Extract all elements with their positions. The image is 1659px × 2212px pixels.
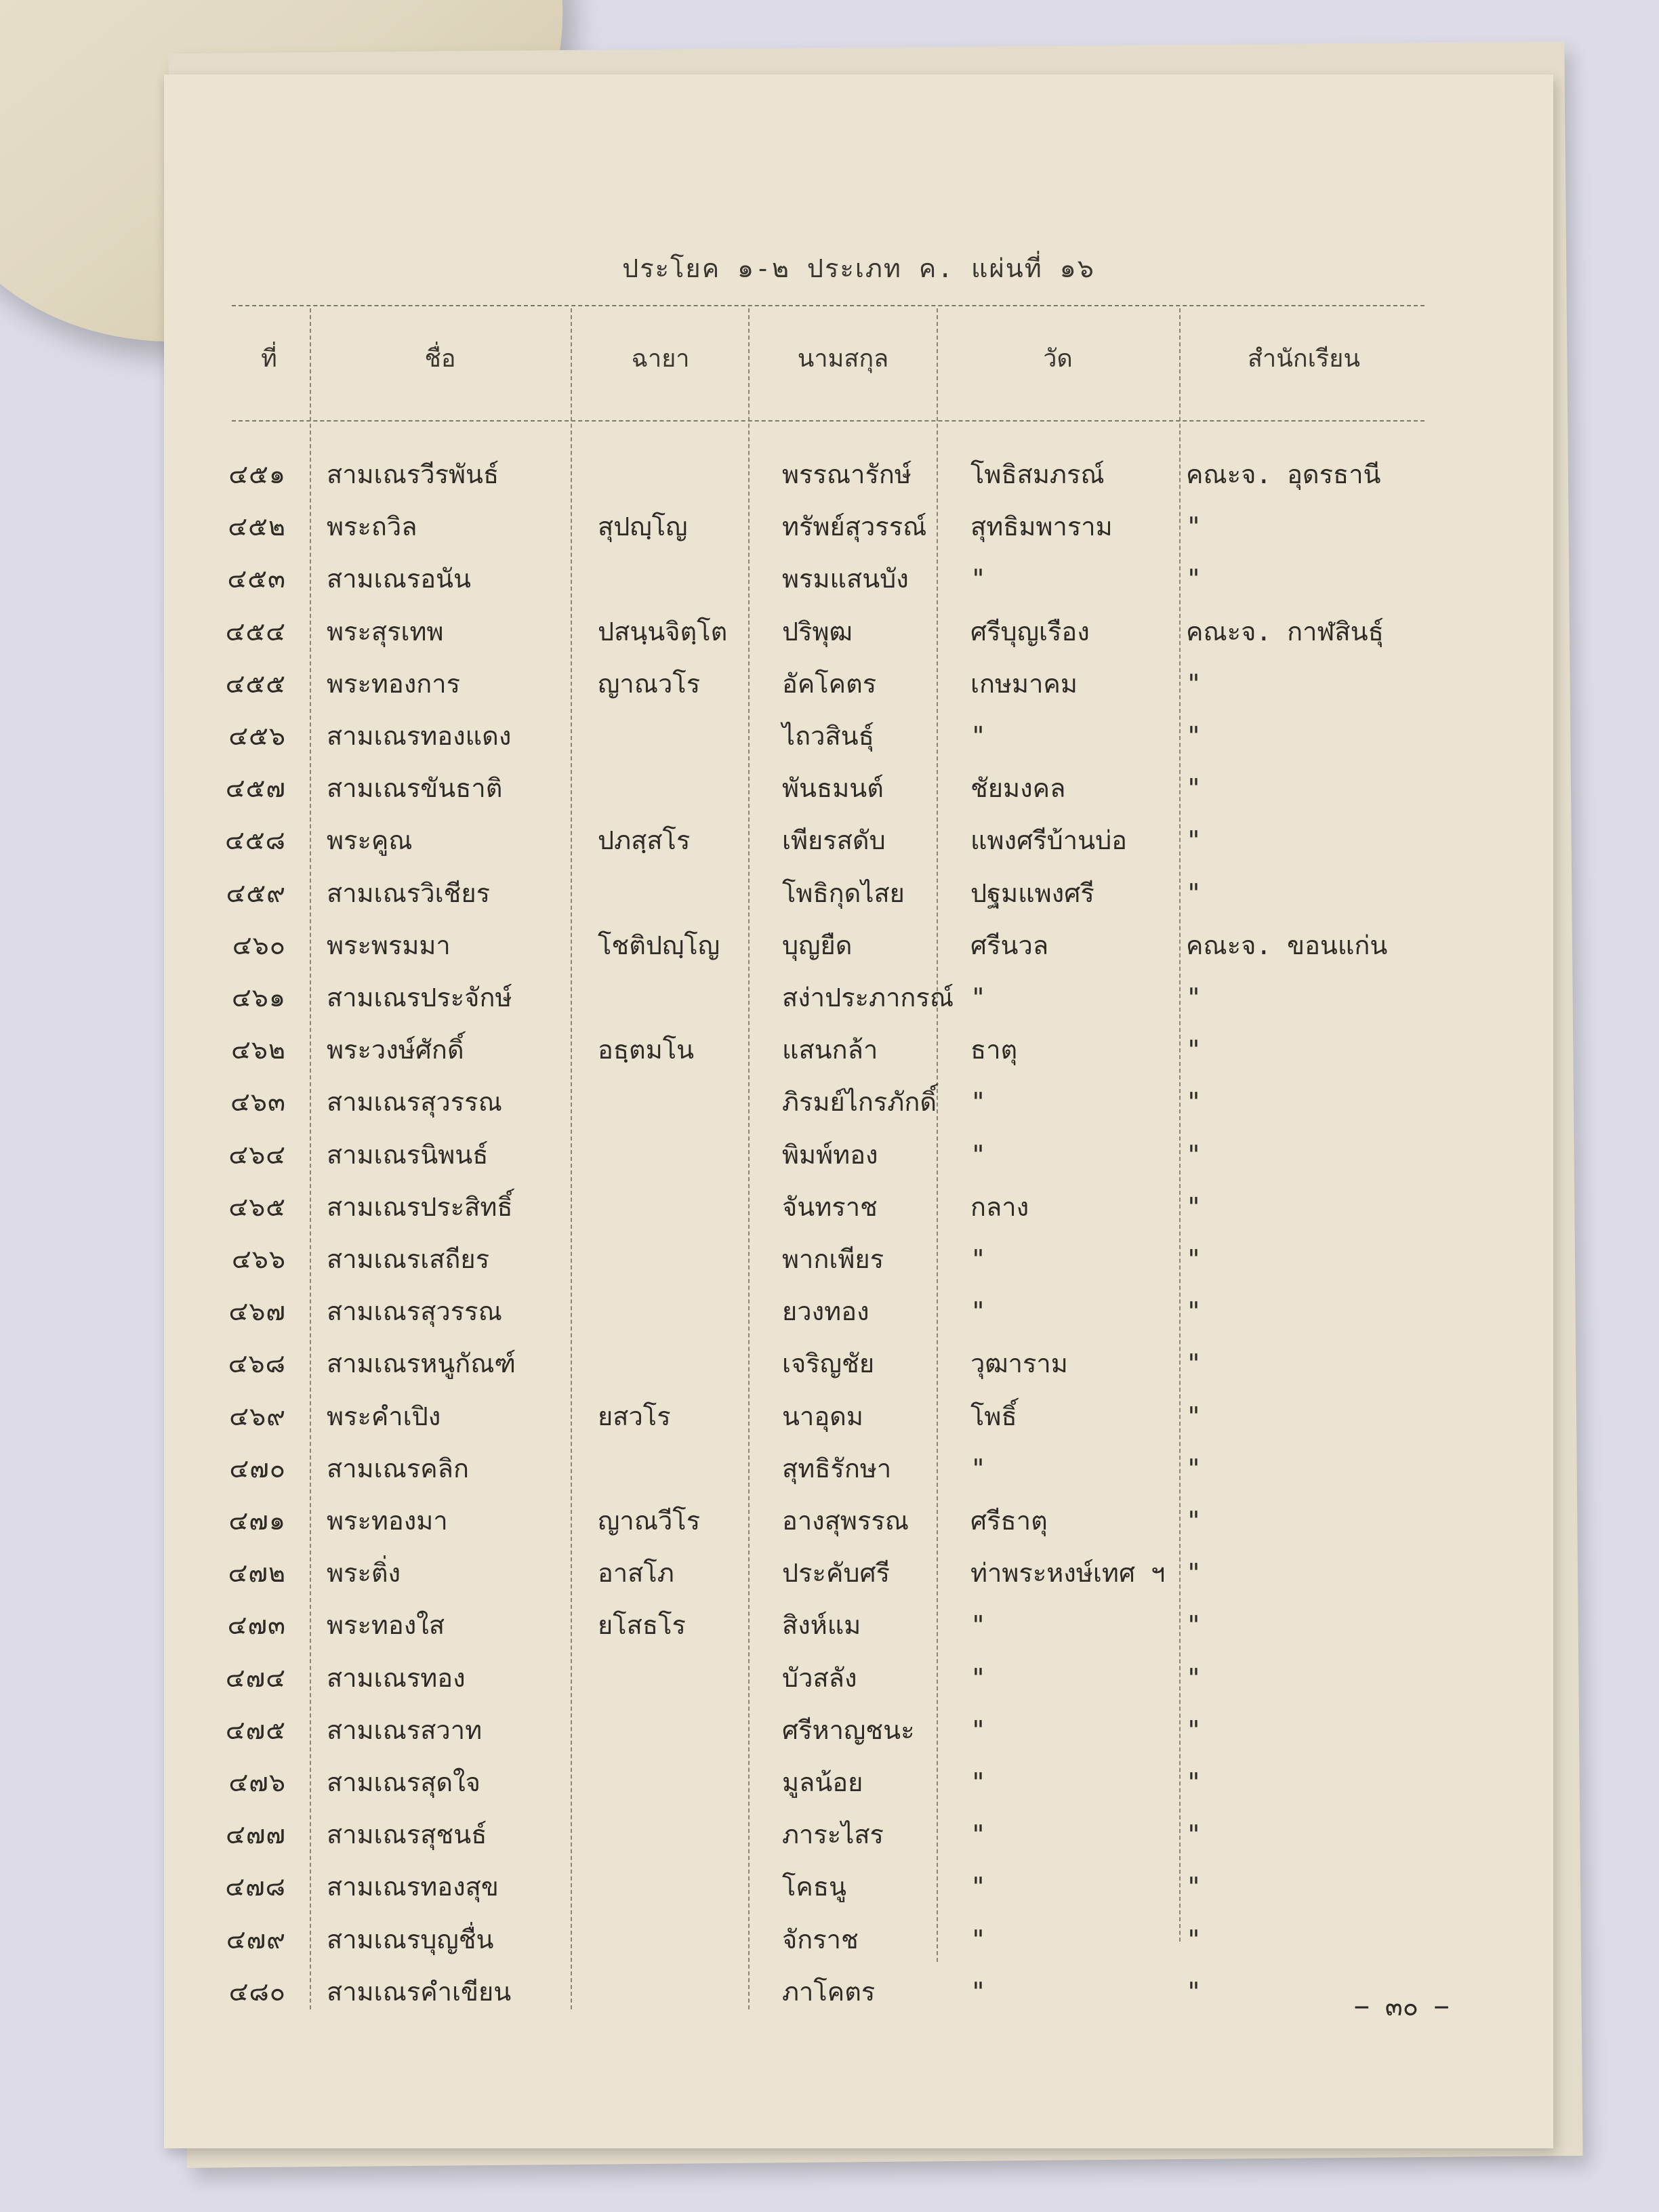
row-temple: " [970, 1139, 986, 1170]
row-temple: " [970, 1662, 986, 1693]
row-school: " [1186, 512, 1202, 542]
row-school: คณะจ. กาฬสินธุ์ [1186, 616, 1384, 647]
row-school: " [1186, 1662, 1202, 1693]
table-row [164, 1235, 1553, 1283]
table-row [164, 1863, 1553, 1910]
row-temple: โพธิ์ [970, 1401, 1017, 1431]
row-school: คณะจ. อุดรธานี [1186, 459, 1381, 489]
row-temple: ปฐมแพงศรี [970, 878, 1094, 908]
row-surname: พรรณารักษ์ [782, 459, 912, 489]
row-school: " [1186, 1924, 1202, 1954]
row-surname: ภาโคตร [782, 1976, 876, 2007]
row-name: สามเณรบุญชื่น [327, 1924, 494, 1954]
row-temple: " [970, 1610, 986, 1641]
row-name: สามเณรเสถียร [327, 1244, 490, 1274]
row-number: ๔๕๖ [228, 721, 286, 751]
table-row [164, 1445, 1553, 1492]
row-number: ๔๕๘ [225, 825, 286, 856]
row-number: ๔๕๑ [228, 459, 286, 489]
table-row [164, 1916, 1553, 1963]
table-row [164, 555, 1553, 602]
table-row [164, 1654, 1553, 1702]
table-row [164, 1968, 1553, 2015]
row-monastic-title: ยโสธโร [598, 1610, 686, 1641]
row-temple: เกษมาคม [970, 668, 1078, 699]
row-name: สามเณรนิพนธ์ [327, 1139, 489, 1170]
row-name: พระทองมา [327, 1506, 448, 1536]
row-name: สามเณรหนูกัณฑ์ [327, 1349, 516, 1379]
row-school: " [1186, 668, 1202, 699]
row-school: " [1186, 1767, 1202, 1797]
row-number: ๔๖๑ [231, 983, 286, 1012]
page-number: − ๓๐ − [1354, 1992, 1450, 2022]
table-row [164, 1078, 1553, 1126]
row-temple: " [970, 1715, 986, 1745]
row-name: พระทองใส [327, 1610, 445, 1641]
row-number: ๔๗๓ [227, 1610, 286, 1641]
row-school: " [1186, 1715, 1202, 1745]
table-row [164, 922, 1553, 969]
row-name: พระพรมมา [327, 930, 451, 960]
row-surname: พรมแสนบัง [782, 564, 909, 594]
row-name: พระถวิล [327, 512, 417, 542]
row-number: ๔๕๗ [225, 773, 286, 804]
header-surname: นามสกุล [797, 345, 889, 373]
row-school: " [1186, 1139, 1202, 1170]
row-school: " [1186, 1035, 1202, 1065]
row-number: ๔๖๕ [228, 1191, 286, 1222]
row-surname: ปริพุฒ [782, 616, 853, 647]
table-row [164, 1497, 1553, 1544]
row-monastic-title: ญาณวโร [598, 668, 701, 699]
row-surname: ทรัพย์สุวรรณ์ [782, 512, 927, 542]
row-school: " [1186, 564, 1202, 594]
row-name: พระติ่ง [327, 1558, 401, 1589]
row-number: ๔๕๙ [226, 878, 286, 908]
row-name: พระคูณ [327, 825, 413, 856]
table-row [164, 1288, 1553, 1335]
row-number: ๔๖๐ [232, 930, 286, 960]
row-name: สามเณรคลิก [327, 1453, 469, 1483]
table-row [164, 1706, 1553, 1754]
table-row [164, 869, 1553, 917]
row-school: " [1186, 1191, 1202, 1222]
row-surname: จันทราช [782, 1191, 878, 1222]
row-monastic-title: อธฺตมโน [598, 1035, 695, 1065]
row-temple: " [970, 1924, 986, 1954]
row-school: " [1186, 1296, 1202, 1327]
header-bottom-rule [232, 420, 1425, 422]
row-surname: ประคับศรี [782, 1558, 890, 1589]
row-number: ๔๗๐ [229, 1453, 286, 1483]
row-number: ๔๗๘ [225, 1872, 286, 1902]
table-row [164, 1026, 1553, 1073]
header-name: ชื่อ [424, 345, 456, 373]
row-school: " [1186, 773, 1202, 804]
row-school: " [1186, 1976, 1202, 2007]
row-surname: แสนกล้า [782, 1035, 878, 1065]
row-monastic-title: ปภสฺสโร [598, 825, 691, 856]
row-name: สามเณรประจักษ์ [327, 983, 512, 1012]
row-surname: พันธมนต์ [782, 773, 884, 804]
row-surname: โพธิกุดไสย [782, 878, 905, 908]
row-temple: " [970, 1820, 986, 1850]
row-number: ๔๖๖ [231, 1244, 286, 1274]
row-temple: วุฒาราม [970, 1349, 1068, 1379]
row-school: " [1186, 1244, 1202, 1274]
row-number: ๔๗๗ [226, 1820, 286, 1850]
table-row [164, 608, 1553, 655]
row-name: สามเณรวิเชียร [327, 878, 491, 908]
table-row [164, 503, 1553, 550]
row-school: " [1186, 1087, 1202, 1118]
row-temple: ธาตุ [970, 1035, 1018, 1065]
row-temple: " [970, 1087, 986, 1118]
row-school: " [1186, 1349, 1202, 1379]
row-name: สามเณรประสิทธิ์ [327, 1191, 513, 1222]
row-temple: ท่าพระหงษ์เทศ ฯ [970, 1558, 1166, 1589]
table-row [164, 660, 1553, 708]
row-school: " [1186, 721, 1202, 751]
row-surname: เพียรสดับ [782, 825, 886, 856]
row-surname: สง่าประภากรณ์ [782, 983, 954, 1012]
row-temple: ศรีนวล [970, 930, 1049, 960]
row-temple: ศรีบุญเรือง [970, 616, 1090, 647]
row-temple: " [970, 1872, 986, 1902]
row-school: คณะจ. ขอนแก่น [1186, 930, 1388, 960]
row-name: พระคำเปิง [327, 1401, 441, 1431]
row-surname: บุญยืด [782, 930, 853, 960]
row-name: พระสุรเทพ [327, 616, 444, 647]
table-row [164, 764, 1553, 812]
row-school: " [1186, 878, 1202, 908]
row-surname: พิมพ์ทอง [782, 1139, 878, 1170]
row-temple: " [970, 1244, 986, 1274]
row-school: " [1186, 1820, 1202, 1850]
row-number: ๔๖๙ [229, 1401, 286, 1431]
row-name: สามเณรวีรพันธ์ [327, 459, 499, 489]
row-number: ๔๖๗ [228, 1296, 286, 1327]
table-row [164, 974, 1553, 1021]
row-school: " [1186, 983, 1202, 1012]
row-temple: กลาง [970, 1191, 1029, 1222]
row-name: สามเณรอนัน [327, 564, 472, 594]
row-monastic-title: สุปญฺโญ [598, 512, 688, 542]
row-surname: มูลน้อย [782, 1767, 863, 1797]
row-school: " [1186, 1558, 1202, 1589]
header-no: ที่ [261, 345, 277, 373]
row-temple: โพธิสมภรณ์ [970, 459, 1105, 489]
row-temple: " [970, 564, 986, 594]
row-surname: ภาระไสร [782, 1820, 884, 1850]
row-name: สามเณรขันธาติ [327, 773, 503, 804]
table-row [164, 451, 1553, 498]
row-number: ๔๗๔ [225, 1662, 286, 1693]
header-monastic-title: ฉายา [631, 345, 690, 373]
row-number: ๔๕๓ [227, 564, 286, 594]
table-row [164, 1759, 1553, 1806]
row-number: ๔๕๕ [225, 668, 286, 699]
row-temple: " [970, 1296, 986, 1327]
row-school: " [1186, 1401, 1202, 1431]
row-temple: สุทธิมพาราม [970, 512, 1113, 542]
table-row [164, 1549, 1553, 1597]
row-number: ๔๘๐ [228, 1976, 286, 2007]
row-temple: ชัยมงคล [970, 773, 1066, 804]
header-school: สำนักเรียน [1248, 345, 1360, 373]
row-school: " [1186, 825, 1202, 856]
row-monastic-title: ญาณวีโร [598, 1506, 701, 1536]
row-surname: บัวสลัง [782, 1662, 857, 1693]
row-number: ๔๗๖ [228, 1767, 286, 1797]
row-number: ๔๗๒ [228, 1558, 286, 1589]
row-temple: " [970, 1767, 986, 1797]
row-temple: " [970, 1976, 986, 2007]
row-number: ๔๕๔ [225, 616, 286, 647]
row-name: สามเณรทองสุข [327, 1872, 499, 1902]
row-temple: ศรีธาตุ [970, 1506, 1048, 1536]
row-temple: " [970, 983, 986, 1012]
table-row [164, 1183, 1553, 1231]
table-row [164, 1811, 1553, 1858]
page-title: ประโยค ๑-๒ ประเภท ค. แผ่นที่ ๑๖ [622, 253, 1095, 283]
row-school: " [1186, 1453, 1202, 1483]
row-number: ๔๖๔ [228, 1139, 286, 1170]
document-page [164, 75, 1553, 2148]
row-school: " [1186, 1872, 1202, 1902]
table-row [164, 1340, 1553, 1387]
row-monastic-title: อาสโภ [598, 1558, 674, 1589]
row-surname: ยวงทอง [782, 1296, 869, 1327]
row-surname: อางสุพรรณ [782, 1506, 909, 1536]
row-name: สามเณรสุวรรณ [327, 1087, 502, 1118]
header-top-rule [232, 305, 1425, 306]
table-row [164, 1601, 1553, 1649]
row-name: สามเณรสุดใจ [327, 1767, 480, 1797]
header-temple: วัด [1043, 345, 1073, 373]
row-surname: พากเพียร [782, 1244, 884, 1274]
row-monastic-title: ปสนฺนจิตฺโต [598, 616, 728, 647]
row-name: สามเณรทอง [327, 1662, 466, 1693]
row-surname: สิงห์แม [782, 1610, 861, 1641]
row-surname: ภิรมย์ไกรภักดิ์ [782, 1087, 937, 1118]
row-surname: นาอุดม [782, 1401, 863, 1431]
row-temple: " [970, 1453, 986, 1483]
row-name: พระทองการ [327, 668, 461, 699]
row-temple: แพงศรีบ้านบ่อ [970, 825, 1128, 856]
row-surname: ไถวสินธุ์ [782, 721, 874, 751]
row-surname: จักราช [782, 1924, 859, 1954]
row-surname: ศรีหาญชนะ [782, 1715, 915, 1745]
row-surname: โคธนู [782, 1872, 846, 1902]
row-number: ๔๖๓ [230, 1087, 286, 1118]
row-number: ๔๗๕ [225, 1715, 286, 1745]
row-name: สามเณรคำเขียน [327, 1976, 512, 2007]
row-number: ๔๖๒ [231, 1035, 286, 1065]
row-name: สามเณรสวาท [327, 1715, 483, 1745]
row-surname: เจริญชัย [782, 1349, 875, 1379]
table-row [164, 1131, 1553, 1179]
row-monastic-title: โชติปญฺโญ [598, 930, 720, 960]
row-number: ๔๕๒ [228, 512, 286, 542]
table-row [164, 712, 1553, 760]
row-school: " [1186, 1506, 1202, 1536]
row-surname: สุทธิรักษา [782, 1453, 892, 1483]
row-name: สามเณรทองแดง [327, 721, 512, 751]
row-number: ๔๖๘ [228, 1349, 286, 1379]
row-surname: อัคโคตร [782, 668, 877, 699]
row-name: สามเณรสุชนธ์ [327, 1820, 487, 1850]
row-temple: " [970, 721, 986, 751]
row-name: พระวงษ์ศักดิ์ [327, 1035, 464, 1065]
row-name: สามเณรสุวรรณ [327, 1296, 502, 1327]
table-row [164, 1393, 1553, 1440]
row-number: ๔๗๑ [228, 1506, 286, 1536]
row-school: " [1186, 1610, 1202, 1641]
row-monastic-title: ยสวโร [598, 1401, 671, 1431]
table-row [164, 817, 1553, 864]
row-number: ๔๗๙ [226, 1924, 286, 1954]
